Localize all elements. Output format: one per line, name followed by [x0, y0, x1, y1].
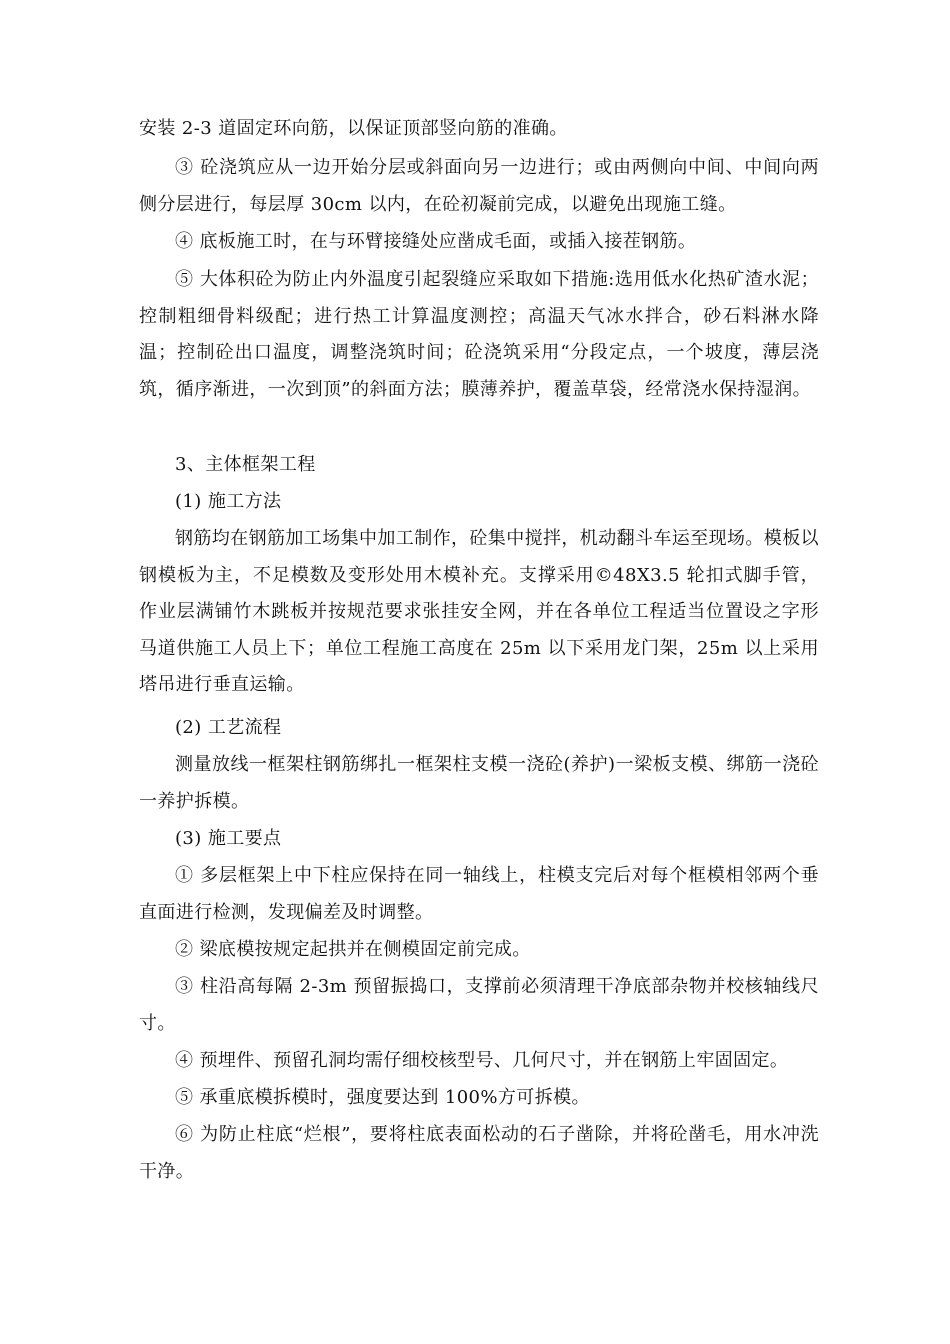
paragraph-key-point-1: ① 多层框架上中下柱应保持在同一轴线上，柱模支完后对每个框模相邻两个垂直面进行检测，发现偏差及时调整。 [139, 865, 819, 923]
paragraph-key-point-4: ④ 预埋件、预留孔洞均需仔细校核型号、几何尺寸，并在钢筋上牢固固定。 [175, 1050, 789, 1071]
paragraph-key-point-2: ② 梁底模按规定起拱并在侧模固定前完成。 [175, 939, 531, 960]
subheading-key-points: (3) 施工要点 [175, 828, 282, 849]
subheading-process-flow: (2) 工艺流程 [175, 717, 282, 738]
paragraph-pour-sequence: ③ 砼浇筑应从一边开始分层或斜面向另一边进行；或由两侧向中间、中间向两侧分层进行，每层厚 30cm 以内，在砼初凝前完成，以避免出现施工缝。 [139, 157, 819, 215]
subheading-construction-method: (1) 施工方法 [175, 491, 282, 512]
section-heading-main-frame: 3、主体框架工程 [175, 454, 316, 475]
paragraph-mass-concrete-measures: ⑤ 大体积砼为防止内外温度引起裂缝应采取如下措施:选用低水化热矿渣水泥；控制粗细骨料级配；进行热工计算温度测控；高温天气冰水拌合，砂石料淋水降温；控制砼出口温度，调整浇筑时间；砼浇筑采用“分段定点，一个坡度，薄层浇筑，循序渐进，一次到顶”的斜面方法；膜薄养护，覆盖草袋，经常浇水保持湿润。 [139, 269, 819, 400]
paragraph-key-point-5: ⑤ 承重底模拆模时，强度要达到 100%方可拆模。 [175, 1087, 590, 1108]
paragraph-process-flow: 测量放线一框架柱钢筋绑扎一框架柱支模一浇砼(养护)一梁板支模、绑筋一浇砼一养护拆模。 [139, 754, 819, 812]
paragraph-key-point-6: ⑥ 为防止柱底“烂根”，要将柱底表面松动的石子凿除，并将砼凿毛，用水冲洗干净。 [139, 1124, 819, 1182]
paragraph-ring-rebar-continuation: 安装 2-3 道固定环向筋，以保证顶部竖向筋的准确。 [139, 118, 568, 139]
paragraph-construction-method: 钢筋均在钢筋加工场集中加工制作，砼集中搅拌，机动翻斗车运至现场。模板以钢模板为主，不足模数及变形处用木模补充。支撑采用©48X3.5 轮扣式脚手管，作业层满铺竹木跳板并按规范要求张挂安全网，并在各单位工程适当位置设之字形马道供施工人员上下；单位工程施工高度在 25m 以下采用龙门架，25m 以上采用塔吊进行垂直运输。 [139, 528, 819, 695]
paragraph-key-point-3: ③ 柱沿高每隔 2-3m 预留振捣口，支撑前必须清理干净底部杂物并校核轴线尺寸。 [139, 976, 819, 1034]
paragraph-bottom-slab: ④ 底板施工时，在与环臂接缝处应凿成毛面，或插入接茬钢筋。 [175, 231, 697, 252]
